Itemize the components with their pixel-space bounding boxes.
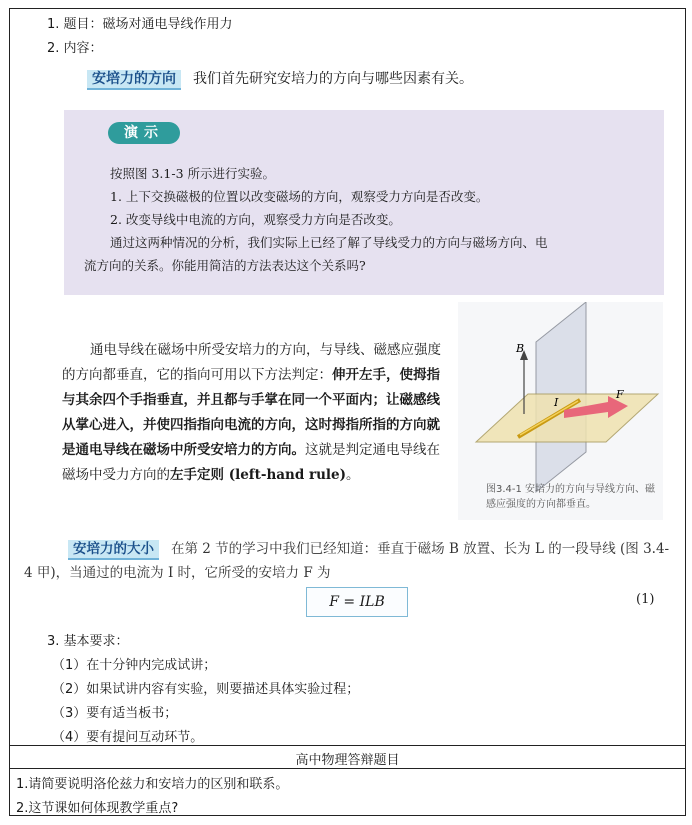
label-b: B: [516, 342, 525, 355]
demo-line: 按照图 3.1-3 所示进行实验。: [110, 166, 276, 181]
demo-line: 流方向的关系。你能用简洁的方法表达这个关系吗?: [84, 258, 366, 273]
magnitude-label: 安培力的大小: [68, 540, 159, 560]
requirement-item: （2）如果试讲内容有实验，则要描述具体实验过程；: [52, 682, 360, 697]
magnitude-paragraph: [24, 537, 674, 585]
item-content: 2. 内容：: [47, 41, 103, 56]
demo-tag: 演示: [108, 122, 180, 144]
demo-box: [64, 110, 664, 295]
left-hand-rule-term: 左手定则 (left-hand rule): [170, 467, 347, 483]
direction-intro: 我们首先研究安培力的方向与哪些因素有关。: [193, 71, 473, 87]
question-item: 1.请简要说明洛伦兹力和安培力的区别和联系。: [16, 777, 289, 792]
textbook-excerpt: [24, 62, 670, 625]
item-topic: 1. 题目：磁场对通电导线作用力: [47, 17, 233, 32]
formula-box: F = ILB: [306, 587, 408, 617]
question-item: 2.这节课如何体现教学重点?: [16, 801, 179, 816]
demo-line: 通过这两种情况的分析，我们实际上已经了解了导线受力的方向与磁场方向、电: [110, 235, 548, 250]
direction-label: 安培力的方向: [87, 70, 181, 90]
label-i: I: [554, 396, 559, 409]
divider: [9, 745, 686, 746]
demo-line: 1. 上下交换磁极的位置以改变磁场的方向，观察受力方向是否改变。: [110, 189, 489, 204]
para-text: 这就是判定通电导线在磁场中受力方向的: [62, 442, 440, 483]
requirement-item: （3）要有适当板书；: [52, 706, 178, 721]
para-text: 通电导线在磁场中所受安培力的方向，与导线、磁感应强度的方向都垂直，它的指向可用以下方法判定：: [62, 342, 441, 383]
divider: [9, 768, 686, 769]
requirement-item: （4）要有提问互动环节。: [52, 730, 204, 745]
item-requirements: 3. 基本要求：: [47, 634, 129, 649]
figure-caption: 图3.4-1 安培力的方向与导线方向、磁感应强度的方向都垂直。: [486, 484, 656, 510]
label-f: F: [616, 388, 624, 401]
left-hand-rule-paragraph: [62, 338, 447, 488]
demo-text: [84, 162, 654, 277]
para-bold-text: 伸开左手，使拇指与其余四个手指垂直，并且都与手掌在同一个平面内；让磁感线从掌心进入，并使四指指向电流的方向，这时拇指所指的方向就是通电导线在磁场中所受安培力的方向。: [62, 367, 440, 458]
demo-line: 2. 改变导线中电流的方向，观察受力方向是否改变。: [110, 212, 401, 227]
equation-number: (1): [636, 592, 655, 607]
requirement-item: （1）在十分钟内完成试讲；: [52, 658, 217, 673]
para-text: 。: [346, 467, 360, 483]
direction-heading: [87, 68, 473, 88]
section-title: 高中物理答辩题目: [295, 753, 400, 768]
magnitude-text: 在第 2 节的学习中我们已经知道：垂直于磁场 B 放置、长为 L 的一段导线 (图 3.4-4 甲)，当通过的电流为 I 时，它所受的安培力 F 为: [24, 541, 670, 581]
